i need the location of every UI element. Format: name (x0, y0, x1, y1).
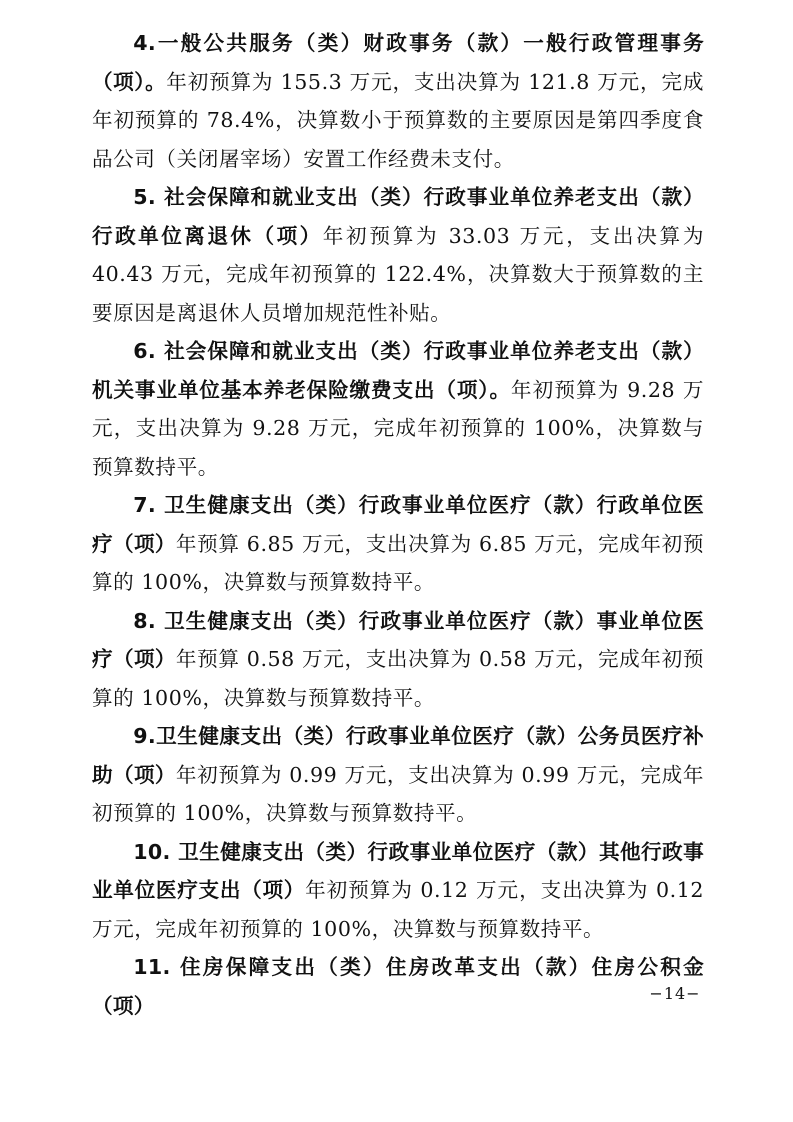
page-number: −14− (649, 984, 701, 1003)
paragraph-heading: 11. 住房保障支出（类）住房改革支出（款）住房公积金（项） (92, 955, 704, 1018)
paragraph-text: 年初预算为 155.3 万元，支出决算为 121.8 万元，完成年初预算的 78.4%，决算数小于预算数的主要原因是第四季度食品公司（关闭屠宰场）安置工作经费未支付。 (92, 69, 704, 171)
paragraph-item-8 (92, 602, 704, 718)
paragraph-item-5 (92, 178, 704, 332)
paragraph-text: 年初预算为 9.28 万元，支出决算为 9.28 万元，完成年初预算的 100%，决算数与预算数持平。 (92, 377, 704, 479)
paragraph-heading: 4.一般公共服务（类）财政事务（款）一般行政管理事务（项）。 (92, 31, 704, 94)
paragraph-item-6 (92, 332, 704, 486)
paragraph-heading: 7. 卫生健康支出（类）行政事业单位医疗（款）行政单位医疗（项） (92, 493, 704, 556)
document-body (92, 24, 704, 1025)
paragraph-item-4 (92, 24, 704, 178)
paragraph-item-7 (92, 486, 704, 602)
paragraph-text: 年初预算为 0.12 万元，支出决算为 0.12 万元，完成年初预算的 100%，决算数与预算数持平。 (92, 878, 705, 941)
paragraph-heading: 5. 社会保障和就业支出（类）行政事业单位养老支出（款）行政单位离退休（项） (92, 185, 704, 248)
paragraph-text: 年预算 0.58 万元，支出决算为 0.58 万元，完成年初预算的 100%，决算数与预算数持平。 (92, 647, 704, 710)
paragraph-heading: 10. 卫生健康支出（类）行政事业单位医疗（款）其他行政事业单位医疗支出（项） (92, 839, 704, 902)
paragraph-heading: 6. 社会保障和就业支出（类）行政事业单位养老支出（款）机关事业单位基本养老保险缴费支出（项）。 (92, 339, 704, 402)
paragraph-text: 年初预算为 0.99 万元，支出决算为 0.99 万元，完成年初预算的 100%，决算数与预算数持平。 (92, 762, 704, 825)
paragraph-heading: 9.卫生健康支出（类）行政事业单位医疗（款）公务员医疗补助（项） (92, 724, 704, 787)
paragraph-text: 年初预算为 33.03 万元，支出决算为 40.43 万元，完成年初预算的 122.4%，决算数大于预算数的主要原因是离退休人员增加规范性补贴。 (92, 223, 705, 325)
paragraph-item-9 (92, 717, 704, 833)
paragraph-text: 年预算 6.85 万元，支出决算为 6.85 万元，完成年初预算的 100%，决算数与预算数持平。 (92, 531, 704, 594)
paragraph-item-11 (92, 948, 704, 1025)
paragraph-item-10 (92, 833, 704, 949)
paragraph-heading: 8. 卫生健康支出（类）行政事业单位医疗（款）事业单位医疗（项） (92, 608, 704, 671)
